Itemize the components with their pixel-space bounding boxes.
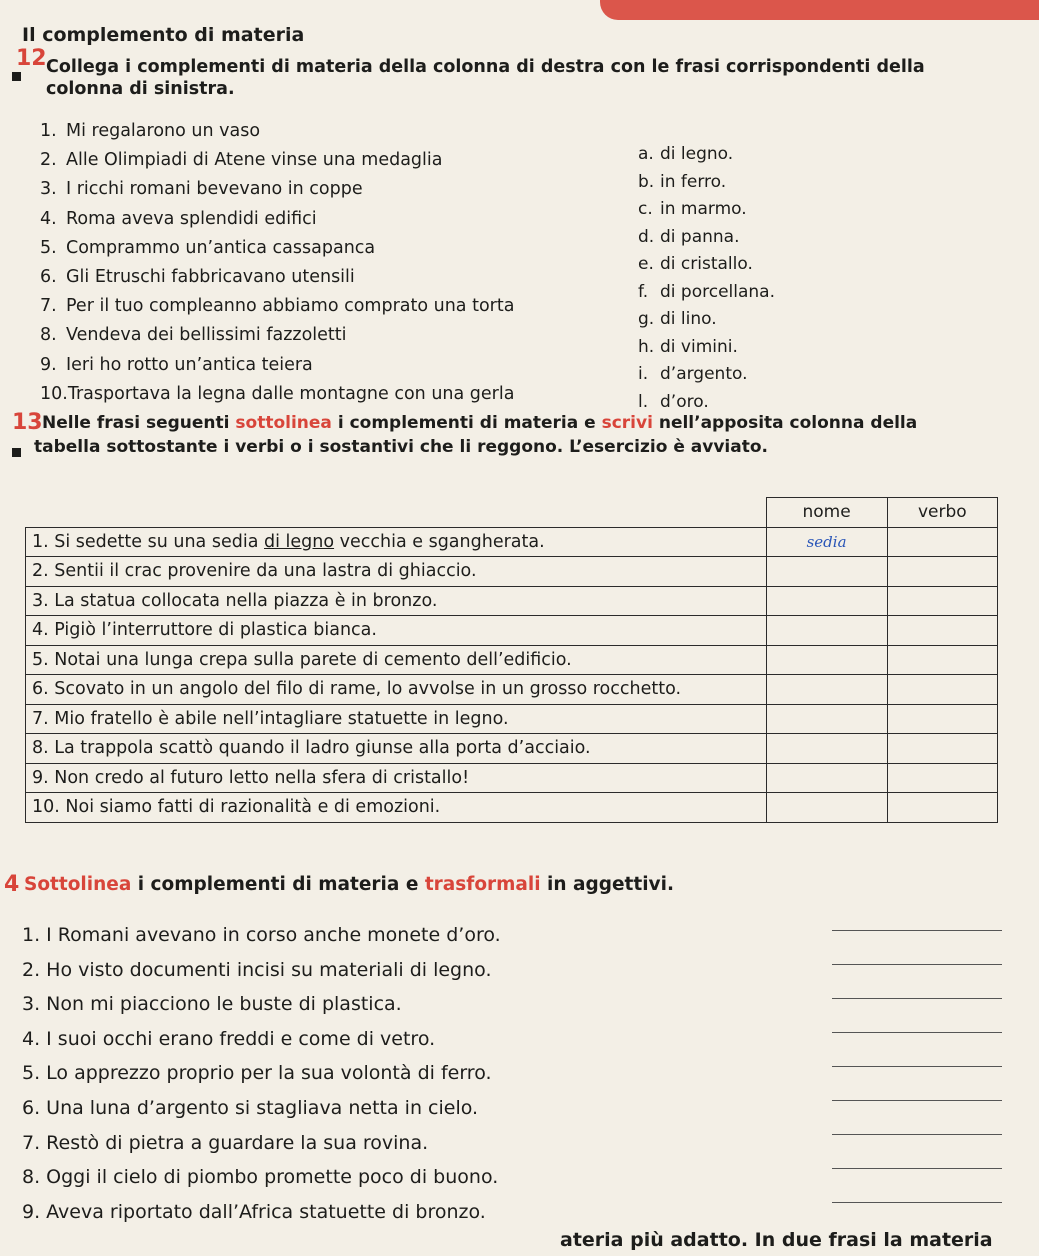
left-item: 6. Gli Etruschi fabbricavano utensili bbox=[40, 267, 355, 288]
nome-cell[interactable] bbox=[766, 557, 887, 587]
exercise-14-number: 4 bbox=[4, 872, 20, 897]
list-item: 8. Oggi il cielo di piombo promette poco di buono. bbox=[22, 1166, 499, 1189]
bullet-icon bbox=[12, 72, 21, 81]
left-item: 10.Trasportava la legna dalle montagne con una gerla bbox=[40, 383, 515, 404]
header-verbo: verbo bbox=[887, 498, 997, 528]
header-strip bbox=[600, 0, 1039, 20]
right-item: f. di porcellana. bbox=[638, 281, 775, 302]
header-blank bbox=[26, 498, 767, 528]
verbo-cell[interactable] bbox=[887, 527, 997, 557]
exercise-13-instruction-line1: Nelle frasi seguenti sottolinea i complementi di materia e scrivi nell’apposita colonna della bbox=[42, 413, 918, 433]
answer-line[interactable] bbox=[832, 1100, 1002, 1101]
verbo-cell[interactable] bbox=[887, 616, 997, 646]
section-title: Il complemento di materia bbox=[22, 24, 305, 46]
nome-cell[interactable] bbox=[766, 675, 887, 705]
left-item: 3. I ricchi romani bevevano in coppe bbox=[40, 179, 363, 200]
table-row bbox=[26, 557, 998, 587]
sentence-cell: 1. Si sedette su una sedia di legno vecchia e sgangherata. bbox=[26, 527, 767, 557]
verbo-cell[interactable] bbox=[887, 793, 997, 823]
exercise-13-instruction-line2: tabella sottostante i verbi o i sostantivi che li reggono. L’esercizio è avviato. bbox=[34, 437, 768, 457]
header-nome: nome bbox=[766, 498, 887, 528]
sentence-cell: 6. Scovato in un angolo del filo di rame, lo avvolse in un grosso rocchetto. bbox=[26, 675, 767, 705]
answer-line[interactable] bbox=[832, 1032, 1002, 1033]
right-item: l. d’oro. bbox=[638, 391, 709, 412]
left-item: 9. Ieri ho rotto un’antica teiera bbox=[40, 354, 313, 375]
nome-cell[interactable] bbox=[766, 616, 887, 646]
sentence-cell: 3. La statua collocata nella piazza è in bronzo. bbox=[26, 586, 767, 616]
underlined-complement: di legno bbox=[264, 531, 335, 552]
exercise-12-number: 12 bbox=[16, 46, 47, 71]
sentence-cell: 10. Noi siamo fatti di razionalità e di emozioni. bbox=[26, 793, 767, 823]
right-item: d. di panna. bbox=[638, 226, 740, 247]
table-row bbox=[26, 645, 998, 675]
verbo-cell[interactable] bbox=[887, 734, 997, 764]
sentence-cell: 4. Pigiò l’interruttore di plastica bianca. bbox=[26, 616, 767, 646]
verbo-cell[interactable] bbox=[887, 557, 997, 587]
nome-cell[interactable] bbox=[766, 645, 887, 675]
answer-line[interactable] bbox=[832, 1134, 1002, 1135]
table-row bbox=[26, 793, 998, 823]
table-row bbox=[26, 616, 998, 646]
answer-line[interactable] bbox=[832, 930, 1002, 931]
right-item: i. d’argento. bbox=[638, 364, 748, 384]
left-item: 5. Comprammo un’antica cassapanca bbox=[40, 237, 376, 258]
list-item: 4. I suoi occhi erano freddi e come di vetro. bbox=[22, 1027, 436, 1050]
table-row bbox=[26, 704, 998, 734]
answer-line[interactable] bbox=[832, 1168, 1002, 1169]
exercise-13-number: 13 bbox=[12, 410, 43, 435]
nome-cell[interactable] bbox=[766, 763, 887, 793]
table-row bbox=[26, 586, 998, 616]
exercise-13-table bbox=[25, 497, 998, 823]
answer-line[interactable] bbox=[832, 1066, 1002, 1067]
sentence-cell: 8. La trappola scattò quando il ladro giunse alla porta d’acciaio. bbox=[26, 734, 767, 764]
exercise-12-left-column bbox=[40, 117, 514, 409]
answer-line[interactable] bbox=[832, 1202, 1002, 1203]
exercise-14-instruction: Sottolinea i complementi di materia e trasformali in aggettivi. bbox=[24, 874, 674, 895]
nome-cell[interactable] bbox=[766, 734, 887, 764]
nome-cell[interactable]: sedia bbox=[766, 527, 887, 557]
right-item: h. di vimini. bbox=[638, 336, 738, 357]
nome-cell[interactable] bbox=[766, 586, 887, 616]
sentence-cell: 2. Sentii il crac provenire da una lastra di ghiaccio. bbox=[26, 557, 767, 587]
list-item: 5. Lo apprezzo proprio per la sua volontà di ferro. bbox=[22, 1062, 492, 1085]
right-item: c. in marmo. bbox=[638, 199, 747, 219]
list-item: 9. Aveva riportato dall’Africa statuette di bronzo. bbox=[22, 1200, 486, 1223]
table-header-row bbox=[26, 498, 998, 528]
list-item: 2. Ho visto documenti incisi su materiali di legno. bbox=[22, 958, 492, 981]
right-item: b. in ferro. bbox=[638, 171, 727, 192]
table-row bbox=[26, 675, 998, 705]
list-item: 1. I Romani avevano in corso anche monete d’oro. bbox=[22, 924, 501, 946]
bullet-icon bbox=[12, 448, 21, 457]
sentence-cell: 9. Non credo al futuro letto nella sfera di cristallo! bbox=[26, 763, 767, 793]
left-item: 4. Roma aveva splendidi edifici bbox=[40, 208, 317, 229]
verbo-cell[interactable] bbox=[887, 586, 997, 616]
table-row bbox=[26, 527, 998, 557]
right-item: g. di lino. bbox=[638, 309, 717, 329]
right-item: a. di legno. bbox=[638, 144, 734, 164]
verbo-cell[interactable] bbox=[887, 704, 997, 734]
list-item: 6. Una luna d’argento si stagliava netta in cielo. bbox=[22, 1096, 479, 1119]
list-item: 7. Restò di pietra a guardare la sua rovina. bbox=[22, 1131, 429, 1154]
verbo-cell[interactable] bbox=[887, 645, 997, 675]
right-item: e. di cristallo. bbox=[638, 254, 753, 274]
exercise-14-list bbox=[22, 918, 501, 1229]
table-row bbox=[26, 734, 998, 764]
left-item: 1. Mi regalarono un vaso bbox=[40, 121, 261, 141]
left-item: 2. Alle Olimpiadi di Atene vinse una medaglia bbox=[40, 150, 443, 171]
bottom-cut-text: ateria più adatto. In due frasi la materia bbox=[560, 1229, 993, 1251]
sentence-cell: 5. Notai una lunga crepa sulla parete di cemento dell’edificio. bbox=[26, 645, 767, 675]
left-item: 8. Vendeva dei bellissimi fazzoletti bbox=[40, 325, 347, 346]
list-item: 3. Non mi piacciono le buste di plastica. bbox=[22, 993, 402, 1016]
verbo-cell[interactable] bbox=[887, 763, 997, 793]
answer-line[interactable] bbox=[832, 998, 1002, 999]
nome-cell[interactable] bbox=[766, 704, 887, 734]
nome-cell[interactable] bbox=[766, 793, 887, 823]
sentence-cell: 7. Mio fratello è abile nell’intagliare statuette in legno. bbox=[26, 704, 767, 734]
table-row bbox=[26, 763, 998, 793]
verbo-cell[interactable] bbox=[887, 675, 997, 705]
exercise-12-right-column bbox=[638, 141, 775, 416]
answer-line[interactable] bbox=[832, 964, 1002, 965]
exercise-12-instruction: Collega i complementi di materia della colonna di destra con le frasi corrispondenti della colonna di sinistra. bbox=[46, 57, 925, 99]
left-item: 7. Per il tuo compleanno abbiamo comprato una torta bbox=[40, 296, 515, 317]
